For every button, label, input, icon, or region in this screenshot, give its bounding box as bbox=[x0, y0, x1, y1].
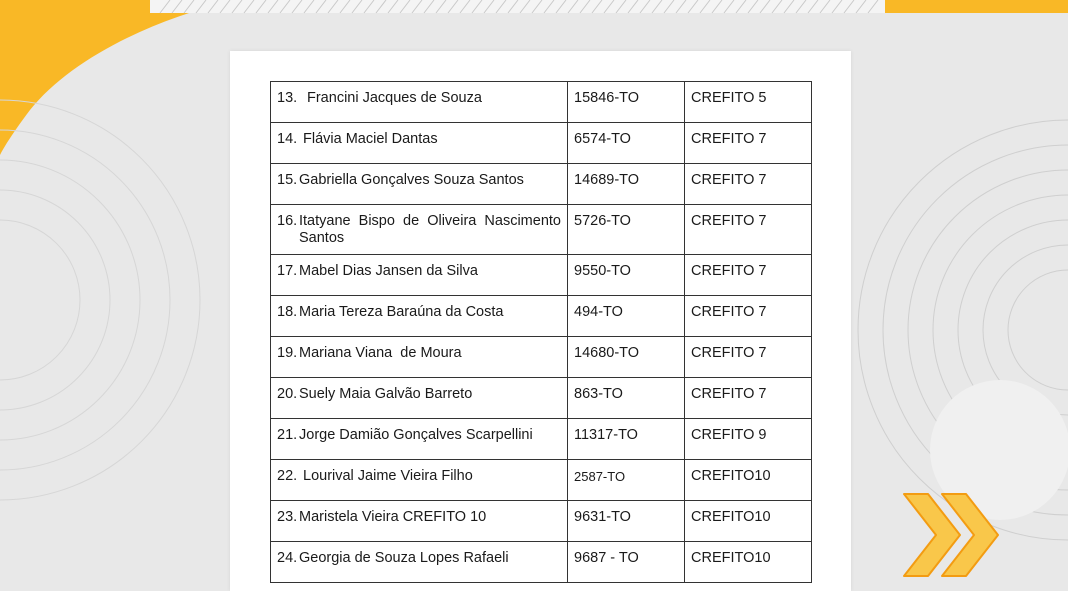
person-name: Lourival Jaime Vieira Filho bbox=[303, 468, 473, 484]
person-name: Georgia de Souza Lopes Rafaeli bbox=[299, 550, 509, 566]
person-name: Itatyane Bispo de Oliveira Nascimento Santos bbox=[299, 213, 561, 246]
table-row bbox=[271, 378, 812, 419]
row-number: 20. bbox=[277, 386, 298, 402]
registration-cell: 6574-TO bbox=[568, 123, 685, 164]
table-row bbox=[271, 82, 812, 123]
name-cell bbox=[271, 82, 568, 123]
crefito-cell: CREFITO 7 bbox=[685, 378, 812, 419]
crefito-cell: CREFITO 7 bbox=[685, 337, 812, 378]
name-cell bbox=[271, 123, 568, 164]
person-name: Jorge Damião Gonçalves Scarpellini bbox=[299, 427, 533, 443]
name-cell bbox=[271, 296, 568, 337]
row-number: 23. bbox=[277, 509, 298, 525]
person-name: Mariana Viana de Moura bbox=[299, 345, 462, 361]
registry-table bbox=[270, 81, 812, 583]
registration-cell: 15846-TO bbox=[568, 82, 685, 123]
yellow-bar bbox=[885, 0, 1068, 13]
row-number: 21. bbox=[277, 427, 298, 443]
row-number: 19. bbox=[277, 345, 298, 361]
name-cell bbox=[271, 542, 568, 583]
table-row bbox=[271, 164, 812, 205]
name-cell bbox=[271, 501, 568, 542]
row-number: 18. bbox=[277, 304, 298, 320]
registration-cell: 14689-TO bbox=[568, 164, 685, 205]
registration-cell: 9550-TO bbox=[568, 255, 685, 296]
registration-cell: 14680-TO bbox=[568, 337, 685, 378]
row-number: 15. bbox=[277, 172, 298, 188]
crefito-cell: CREFITO10 bbox=[685, 542, 812, 583]
person-name: Mabel Dias Jansen da Silva bbox=[299, 263, 478, 279]
person-name: Maristela Vieira CREFITO 10 bbox=[299, 509, 487, 525]
table-row bbox=[271, 337, 812, 378]
document-page bbox=[230, 51, 851, 591]
row-number: 17. bbox=[277, 263, 298, 279]
name-cell bbox=[271, 337, 568, 378]
table-row bbox=[271, 123, 812, 164]
row-number: 22. bbox=[277, 468, 298, 484]
table-row bbox=[271, 460, 812, 501]
crefito-cell: CREFITO 7 bbox=[685, 123, 812, 164]
registration-cell: 863-TO bbox=[568, 378, 685, 419]
row-number: 14. bbox=[277, 131, 298, 147]
person-name: Suely Maia Galvão Barreto bbox=[299, 386, 473, 402]
name-cell bbox=[271, 205, 568, 255]
registration-cell: 2587-TO bbox=[568, 460, 685, 501]
table-row bbox=[271, 255, 812, 296]
crefito-cell: CREFITO 9 bbox=[685, 419, 812, 460]
yellow-swoosh bbox=[0, 0, 235, 155]
name-cell bbox=[271, 419, 568, 460]
person-name: Francini Jacques de Souza bbox=[307, 90, 482, 106]
registration-cell: 11317-TO bbox=[568, 419, 685, 460]
name-cell bbox=[271, 460, 568, 501]
person-name: Gabriella Gonçalves Souza Santos bbox=[299, 172, 524, 188]
person-name: Maria Tereza Baraúna da Costa bbox=[299, 304, 504, 320]
double-chevron-right-icon bbox=[898, 490, 1008, 580]
crefito-cell: CREFITO 7 bbox=[685, 205, 812, 255]
crefito-cell: CREFITO10 bbox=[685, 501, 812, 542]
row-number: 13. bbox=[277, 90, 298, 106]
table-row bbox=[271, 542, 812, 583]
row-number: 24. bbox=[277, 550, 298, 566]
crefito-cell: CREFITO 7 bbox=[685, 296, 812, 337]
table-row bbox=[271, 501, 812, 542]
crefito-cell: CREFITO 7 bbox=[685, 255, 812, 296]
name-cell bbox=[271, 378, 568, 419]
person-name: Flávia Maciel Dantas bbox=[303, 131, 438, 147]
table-row bbox=[271, 205, 812, 255]
crefito-cell: CREFITO 7 bbox=[685, 164, 812, 205]
registration-cell: 9687 - TO bbox=[568, 542, 685, 583]
name-cell bbox=[271, 164, 568, 205]
registration-cell: 9631-TO bbox=[568, 501, 685, 542]
crefito-cell: CREFITO 5 bbox=[685, 82, 812, 123]
registration-cell: 5726-TO bbox=[568, 205, 685, 255]
name-cell bbox=[271, 255, 568, 296]
table-row bbox=[271, 296, 812, 337]
table-row bbox=[271, 419, 812, 460]
crefito-cell: CREFITO10 bbox=[685, 460, 812, 501]
registration-cell: 494-TO bbox=[568, 296, 685, 337]
row-number: 16. bbox=[277, 213, 298, 229]
